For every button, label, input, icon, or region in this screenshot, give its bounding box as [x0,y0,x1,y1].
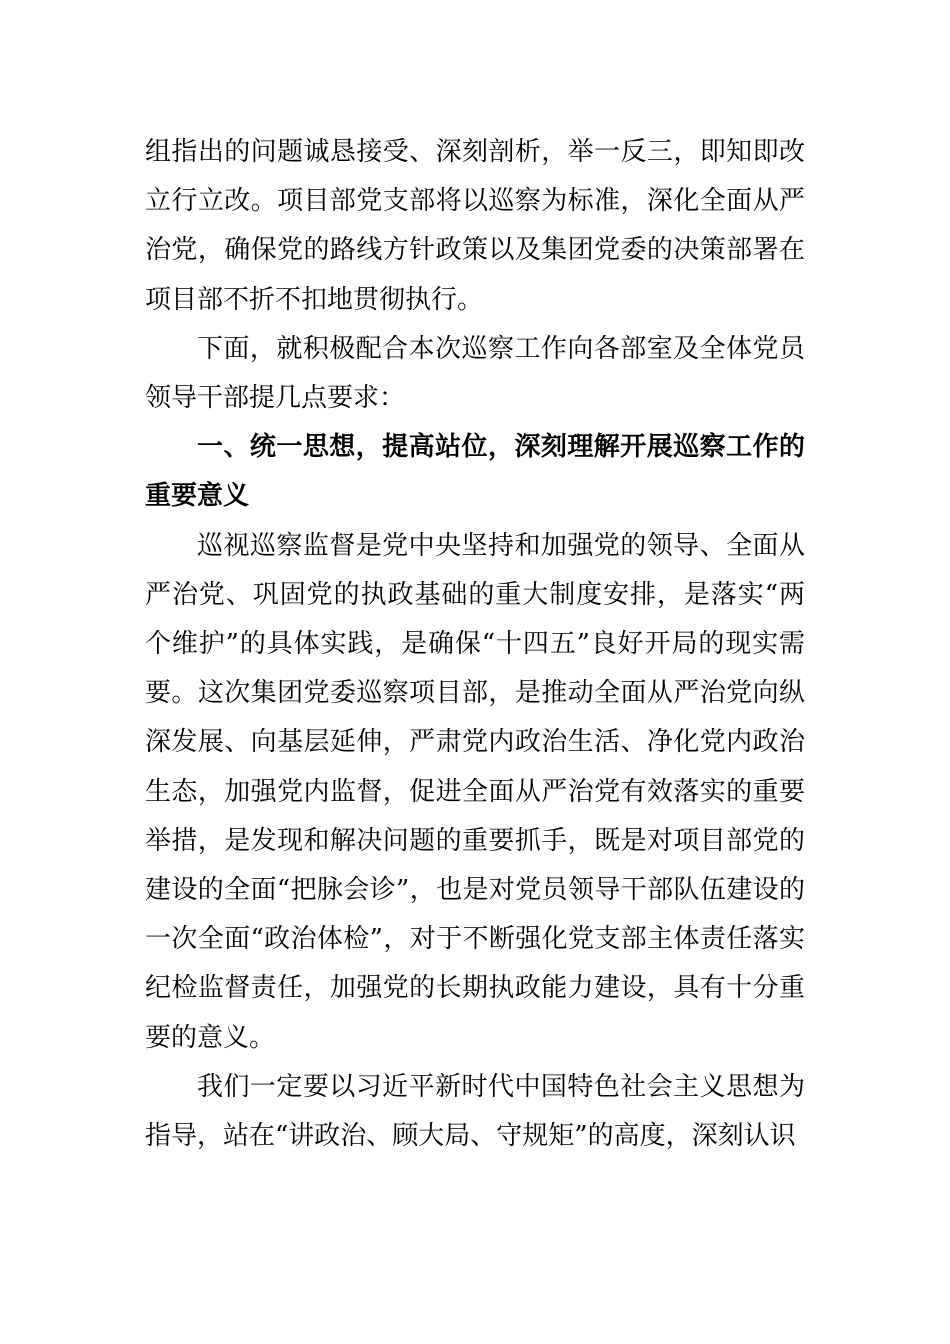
paragraph-requirements-intro: 下面，就积极配合本次巡察工作向各部室及全体党员领导干部提几点要求： [145,333,805,414]
document-body [145,128,805,1161]
paragraph-significance: 巡视巡察监督是党中央坚持和加强党的领导、全面从严治党、巩固党的执政基础的重大制度安排，是落实“两个维护”的具体实践，是确保“十四五”良好开局的现实需要。这次集团党委巡察项目部，是推动全面从严治党向纵深发展、向基层延伸，严肃党内政治生活、净化党内政治生态，加强党内监督，促进全面从严治党有效落实的重要举措，是发现和解决问题的重要抓手，既是对项目部党的建设的全面“把脉会诊”，也是对党员领导干部队伍建设的一次全面“政治体检”，对于不断强化党支部主体责任落实纪检监督责任，加强党的长期执政能力建设，具有十分重要的意义。 [145,530,805,1053]
section-heading-1: 一、统一思想，提高站位，深刻理解开展巡察工作的重要意义 [145,432,805,512]
paragraph-guidance: 我们一定要以习近平新时代中国特色社会主义思想为指导，站在“讲政治、顾大局、守规矩”的高度，深刻认识 [145,1071,805,1152]
paragraph-continued: 组指出的问题诚恳接受、深刻剖析，举一反三，即知即改立行立改。项目部党支部将以巡察为标准，深化全面从严治党，确保党的路线方针政策以及集团党委的决策部署在项目部不折不扣地贯彻执行。 [145,137,805,315]
